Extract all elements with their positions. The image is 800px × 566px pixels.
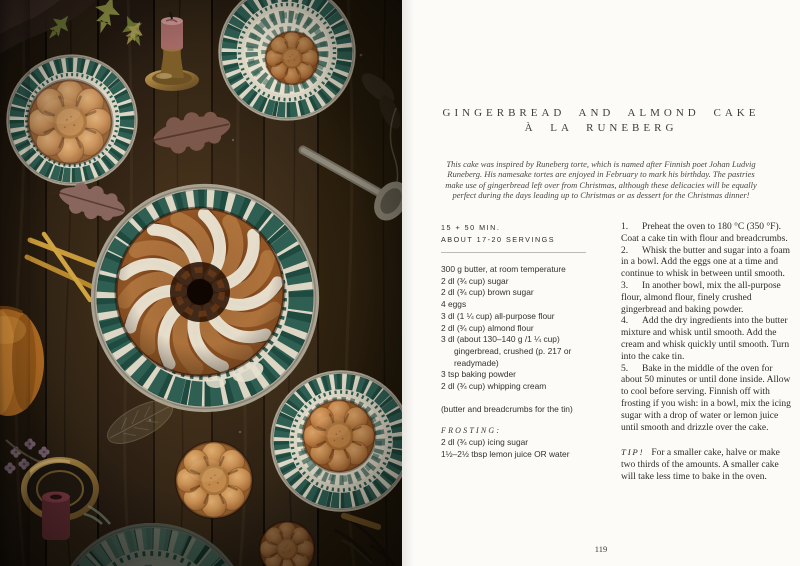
step-number: 5. — [621, 363, 629, 374]
steps-column — [621, 222, 795, 484]
ingredient-item: 1½–2½ tbsp lemon juice OR water — [441, 449, 570, 460]
divider-rule — [441, 252, 586, 253]
prep-time: 15 + 50 MIN. — [441, 223, 501, 232]
tin-note: (butter and breadcrumbs for the tin) — [441, 403, 573, 414]
recipe-title — [402, 0, 800, 136]
ingredient-item: 4 eggs — [441, 299, 467, 310]
ingredient-item: 300 g butter, at room temperature — [441, 264, 566, 274]
frosting-heading: FROSTING: — [441, 426, 502, 436]
step-number: 4. — [621, 316, 629, 327]
step-number: 2. — [621, 245, 629, 256]
step-text: Whisk the butter and sugar into a foam in a bowl. Add the eggs one at a time and continue to whisk in between until smooth. — [621, 245, 791, 280]
step-text: In another bowl, mix the all-purpose flour, almond flour, finely crushed gingerbread and baking powder. — [621, 280, 781, 315]
ingredient-item: 2 dl (¾ cup) brown sugar — [441, 287, 534, 298]
tip-label: TIP! — [621, 447, 645, 458]
recipe-title-line1: GINGERBREAD AND ALMOND CAKE — [442, 107, 760, 119]
step-text: Add the dry ingredients into the butter mixture and whisk until smooth. Add the cream and whisk quickly until smooth. Turn into the cake tin. — [621, 316, 790, 362]
recipe-columns — [441, 222, 795, 484]
frosting-section — [441, 426, 595, 460]
recipe-header — [402, 0, 800, 201]
recipe-title-line2: À LA RUNEBERG — [524, 122, 678, 134]
ingredient-item: 3 dl (about 130–140 g /1 ¼ cup) gingerbread, crushed (p. 217 or readymade) — [441, 334, 572, 368]
step-2 — [621, 246, 795, 281]
tip — [621, 447, 795, 483]
step-text: Bake in the middle of the oven for about 50 minutes or until done inside. Allow to cool before serving. Finnish off with frosting if you wish: in a bowl, mix the icing sugar with a drop of water or lemon juice until smooth and drizzle over the cake. — [621, 363, 791, 433]
step-text: Preheat the oven to 180 °C (350 °F). Coat a cake tin with flour and breadcrumbs. — [621, 222, 788, 244]
ingredient-item: 2 dl (¾ cup) almond flour — [441, 322, 534, 333]
servings: ABOUT 17-20 SERVINGS — [441, 234, 556, 244]
frosting-ingredient-list — [441, 437, 595, 460]
recipe-meta — [441, 222, 595, 245]
step-4 — [621, 316, 795, 363]
recipe-page — [402, 0, 800, 566]
ingredients-column — [441, 222, 595, 484]
ingredient-list — [441, 264, 595, 393]
ingredient-item: 2 dl (¾ cup) whipping cream — [441, 381, 547, 392]
step-number: 1. — [621, 222, 629, 232]
step-3 — [621, 281, 795, 316]
page-number: 119 — [594, 544, 608, 554]
step-number: 3. — [621, 280, 629, 291]
ingredient-item: 3 tsp baking powder — [441, 369, 516, 380]
step-5 — [621, 364, 795, 435]
ingredient-item: 2 dl (¾ cup) icing sugar — [441, 437, 529, 448]
tip-text: For a smaller cake, halve or make two thirds of the amounts. A smaller cake will take less time to bake in the oven. — [621, 448, 780, 482]
ingredient-item: 3 dl (1 ¼ cup) all-purpose flour — [441, 310, 555, 321]
ingredient-item: 2 dl (¾ cup) sugar — [441, 275, 509, 286]
step-1 — [621, 222, 795, 246]
recipe-intro: This cake was inspired by Runeberg torte, which is named after Finnish poet Johan Ludvig Runeberg. His namesake tortes are enjoyed in February to mark his birthday. The pastries make use of gingerbread left over from Christmas, although these delicacies will be equally perfect during the days leading up to Christmas or as dessert for the Christmas dinner! — [445, 159, 757, 201]
